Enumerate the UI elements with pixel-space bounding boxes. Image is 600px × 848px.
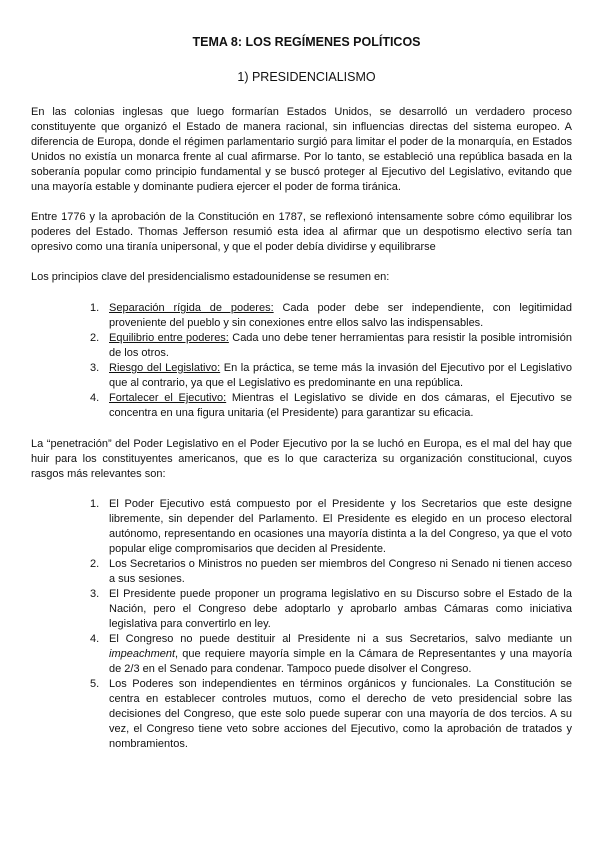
- feature-text: El Presidente puede proponer un programa legislativo en su Discurso sobre el Estado de la Nación, pero el Congreso debe adoptarlo y aprobarlo ambas Cámaras como iniciativa legislativa para convertirlo en ley.: [109, 588, 572, 630]
- list-number: 4.: [90, 392, 100, 404]
- document-title: TEMA 8: LOS REGÍMENES POLÍTICOS: [192, 35, 421, 49]
- principle-text: Mientras el Legislativo se divide en dos cámaras, el Ejecutivo se concentra en una figura unitaria (el Presidente) para garantizar su eficacia.: [109, 392, 572, 419]
- paragraph-principles-intro: Los principios clave del presidencialismo estadounidense se resumen en:: [31, 271, 390, 283]
- features-list: [31, 497, 572, 752]
- feature-text-post: , que requiere mayoría simple en la Cámara de Representantes y una mayoría de 2/3 en el Senado para condenar. Tampoco puede disolver el Congreso.: [109, 648, 572, 675]
- list-number: 2.: [90, 558, 100, 570]
- list-item: [31, 677, 572, 752]
- impeachment-term: impeachment: [109, 648, 176, 660]
- principles-list: [31, 301, 572, 421]
- list-number: 3.: [90, 588, 100, 600]
- list-number: 3.: [90, 362, 100, 374]
- list-number: 1.: [90, 498, 100, 510]
- list-number: 1.: [90, 302, 100, 314]
- list-item: [31, 391, 572, 421]
- section-heading: 1) PRESIDENCIALISMO: [237, 70, 376, 84]
- paragraph-intro: En las colonias inglesas que luego formarían Estados Unidos, se desarrolló un verdadero proceso constituyente que organizó el Estado de manera racional, sin influencias directas del sistema europeo. A diferencia de Europa, donde el régimen parlamentario surgió para limitar el poder de la monarquía, en Estados Unidos no existía un monarca frente al cual afirmarse. Por lo tanto, se estableció una república basada en la soberanía popular como principio fundamental y se buscó proteger al Ejecutivo del Legislativo, evitando que una mayoría estable y dominante pudiera ejercer el poder de forma tiránica.: [31, 106, 572, 193]
- list-number: 2.: [90, 332, 100, 344]
- principle-term: Fortalecer el Ejecutivo:: [109, 392, 227, 404]
- document-page: [31, 34, 572, 752]
- list-item: [31, 587, 572, 632]
- paragraph-history: Entre 1776 y la aprobación de la Constitución en 1787, se reflexionó intensamente sobre cómo equilibrar los poderes del Estado. Thomas Jefferson resumió esta idea al afirmar que un despotismo electivo sería tan opresivo como una tiranía unipersonal, y que el poder debía dividirse y equilibrarse: [31, 211, 572, 253]
- principle-term: Equilibrio entre poderes:: [109, 332, 229, 344]
- feature-text: El Poder Ejecutivo está compuesto por el Presidente y los Secretarios que este designe libremente, sin depender del Parlamento. El Presidente es elegido en un proceso electoral autónomo, representando en ocasiones una mayoría distinta a la del Congreso, ya que el voto popular elige compromisarios que deciden al Presidente.: [109, 498, 572, 555]
- list-number: 4.: [90, 633, 100, 645]
- feature-text-pre: El Congreso no puede destituir al Presidente ni a sus Secretarios, salvo mediante un: [109, 633, 572, 645]
- paragraph-features-intro: La “penetración” del Poder Legislativo en el Poder Ejecutivo por la se luchó en Europa, es el mal del hay que huir para los constituyentes americanos, que es lo que caracteriza su organización constitucional, cuyos rasgos más relevantes son:: [31, 438, 572, 480]
- principle-term: Separación rígida de poderes:: [109, 302, 274, 314]
- principle-text: Cada uno debe tener herramientas para resistir la posible intromisión de los otros.: [109, 332, 572, 359]
- list-item: [31, 557, 572, 587]
- list-item: [31, 632, 572, 677]
- list-item: [31, 301, 572, 331]
- list-item: [31, 331, 572, 361]
- list-item: [31, 497, 572, 557]
- principle-text: Cada poder debe ser independiente, con legitimidad proveniente del pueblo y sin conexiones entre ellos salvo las indispensables.: [109, 302, 572, 329]
- list-item: [31, 361, 572, 391]
- list-number: 5.: [90, 678, 100, 690]
- feature-text: Los Poderes son independientes en términos orgánicos y funcionales. La Constitución se centra en establecer controles mutuos, como el derecho de veto presidencial sobre las decisiones del Congreso, que este solo puede superar con una mayoría de dos tercios. A su vez, el Congreso tiene veto sobre acciones del Ejecutivo, como la aprobación de tratados y nombramientos.: [109, 678, 572, 750]
- feature-text: Los Secretarios o Ministros no pueden ser miembros del Congreso ni Senado ni tienen acceso a sus sesiones.: [109, 558, 572, 585]
- principle-text: En la práctica, se teme más la invasión del Ejecutivo por el Legislativo que al contrario, ya que el Legislativo es predominante en una república.: [109, 362, 572, 389]
- principle-term: Riesgo del Legislativo:: [109, 362, 221, 374]
